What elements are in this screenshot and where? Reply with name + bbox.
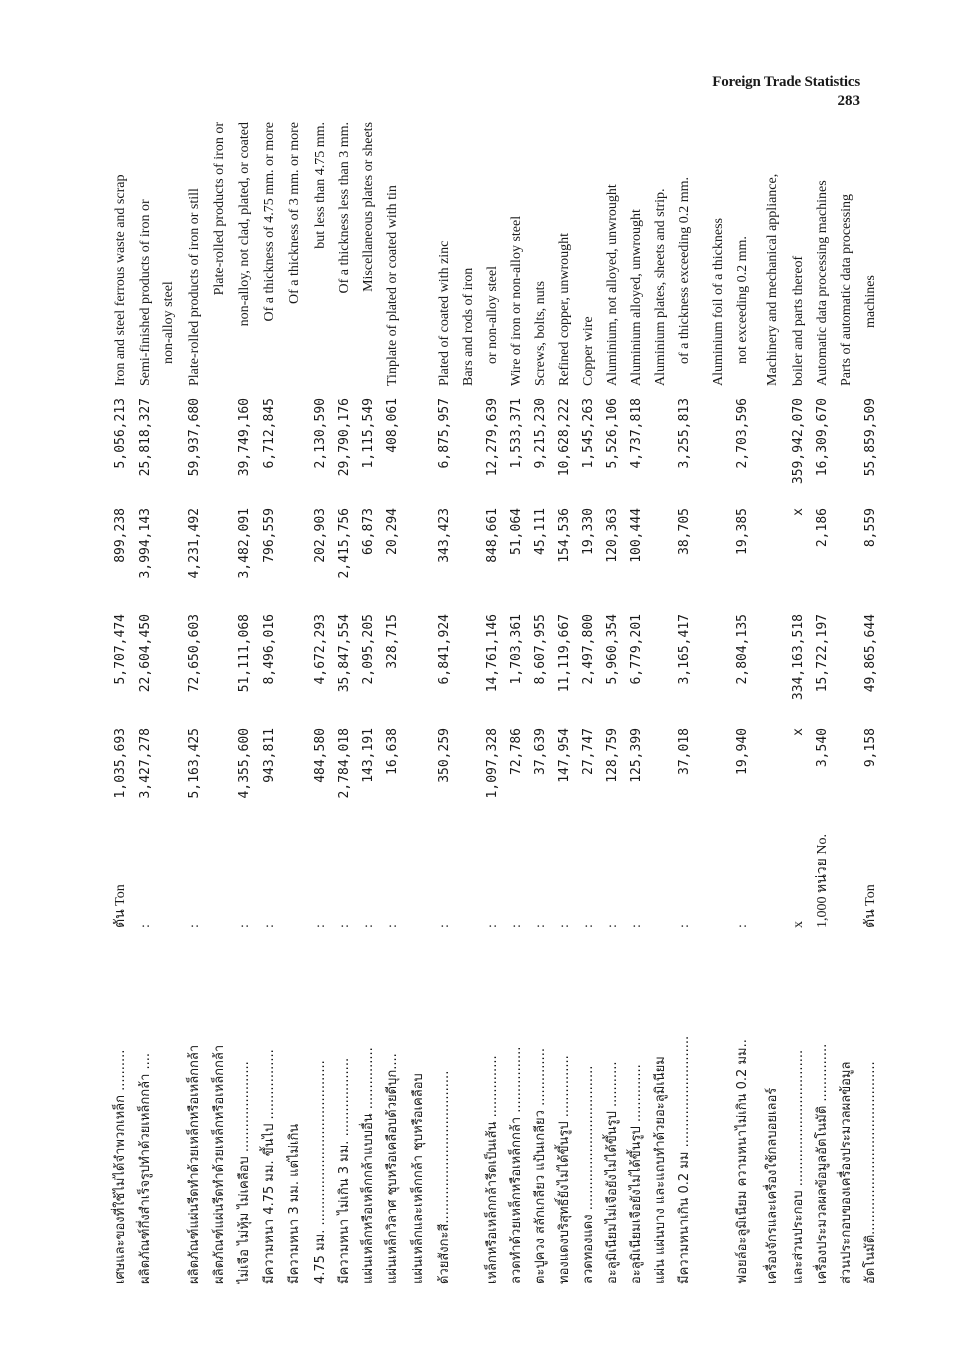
- table-row: [810, 122, 835, 1290]
- quantity-cell-2: 899,238: [113, 508, 128, 563]
- quantity-cell-2: 66,873: [361, 508, 376, 555]
- table-row: [380, 122, 405, 1290]
- thai-description: ไม่เจือ ไม่หุ้ม ไม่เคลือบ ......................: [237, 1061, 252, 1284]
- table-row: [834, 122, 859, 1290]
- thai-description: ผลิตภัณฑ์กึ่งสำเร็จรูปทำด้วยเหล็กกล้า ....: [138, 1052, 153, 1284]
- table-row: [528, 122, 553, 1290]
- english-description: machines: [863, 275, 878, 328]
- value-cell-1: 35,847,554: [337, 614, 352, 693]
- thai-description: เครื่องประมวลผลข้อมูลอัตโนมัติ ..............: [815, 1043, 830, 1284]
- english-description: boiler and parts thereof: [791, 255, 806, 386]
- quantity-cell-1: 4,355,600: [237, 728, 252, 799]
- value-cell-2: 25,818,327: [138, 398, 153, 477]
- english-description: Aluminium plates, sheets and strip.: [653, 188, 668, 386]
- table-row: [648, 122, 673, 1290]
- quantity-cell-2: 343,423: [437, 508, 452, 563]
- quantity-cell-2: 202,903: [313, 508, 328, 563]
- table-row: [624, 122, 649, 1290]
- table-row: [332, 122, 357, 1290]
- english-description: Plate-rolled products of iron or: [212, 122, 227, 296]
- thai-description: ฟอยล์อะลูมิเนียม ความหนาไม่เกิน 0.2 มม..: [735, 1039, 750, 1284]
- table-row: [730, 122, 755, 1290]
- quantity-cell-1: 37,018: [677, 728, 692, 775]
- value-cell-2: 408,061: [385, 398, 400, 453]
- quantity-cell-2: 120,363: [605, 508, 620, 563]
- unit-cell: 1,000 หน่วย No.: [815, 834, 830, 928]
- quantity-cell-1: 143,191: [361, 728, 376, 783]
- quantity-cell-2: 20,294: [385, 508, 400, 555]
- quantity-cell-2: 100,444: [629, 508, 644, 563]
- table-row: [156, 122, 181, 1290]
- value-cell-1: 49,865,644: [863, 614, 878, 693]
- table-row: [133, 122, 158, 1290]
- value-cell-2: 9,215,230: [533, 398, 548, 469]
- unit-cell: :: [509, 924, 524, 928]
- quantity-cell-1: 16,638: [385, 728, 400, 775]
- english-description: Parts of automatic data processing: [839, 193, 854, 386]
- unit-cell: :: [138, 924, 153, 928]
- table-row: [308, 122, 333, 1290]
- value-cell-1: 15,722,197: [815, 614, 830, 693]
- english-description: Copper wire: [581, 316, 596, 386]
- thai-description: เครื่องจักรและเครื่องใช้กลบอยเลอร์: [765, 1087, 780, 1284]
- value-cell-2: 5,056,213: [113, 398, 128, 469]
- unit-cell: :: [361, 924, 376, 928]
- quantity-cell-2: 51,064: [509, 508, 524, 555]
- english-description: Aluminium foil of a thickness: [711, 218, 726, 386]
- quantity-cell-2: 796,559: [262, 508, 277, 563]
- unit-cell: ตัน Ton: [863, 884, 878, 928]
- unit-cell: :: [677, 924, 692, 928]
- thai-description: แผ่น แผ่นบาง และแถบทำด้วยอะลูมิเนียม: [653, 1056, 668, 1284]
- english-description: non-alloy steel: [161, 281, 176, 364]
- english-description: not exceeding 0.2 mm.: [735, 236, 750, 364]
- thai-description: อะลูมิเนียมเจือยังไม่ได้ขึ้นรูป ..............: [629, 1064, 644, 1284]
- value-cell-1: 5,960,354: [605, 614, 620, 685]
- thai-description: 4.75 มม. ........................................: [313, 1060, 328, 1284]
- quantity-cell-1: 128,759: [605, 728, 620, 783]
- quantity-cell-1: 2,784,018: [337, 728, 352, 799]
- unit-cell: :: [187, 924, 202, 928]
- quantity-cell-1: 37,639: [533, 728, 548, 775]
- english-description: Iron and steel ferrous waste and scrap: [113, 174, 128, 386]
- table-row: [504, 122, 529, 1290]
- english-description: Machinery and mechanical appliance,: [765, 173, 780, 386]
- quantity-cell-1: 125,399: [629, 728, 644, 783]
- english-description: or non-alloy steel: [485, 266, 500, 364]
- table-row: [257, 122, 282, 1290]
- page-number: 283: [837, 93, 860, 109]
- thai-description: แผ่นเหล็กวิลาศ ชุบหรือเคลือบด้วยดีบุก....: [385, 1053, 400, 1284]
- english-description: Screws, bolts, nuts: [533, 281, 548, 386]
- english-description: Aluminium, not alloyed, unwrought: [605, 184, 620, 386]
- table-row: [706, 122, 731, 1290]
- unit-cell: :: [437, 924, 452, 928]
- thai-description: เหล็กหรือเหล็กกล้ารีดเป็นเส้น ...............: [485, 1055, 500, 1284]
- unit-cell: :: [337, 924, 352, 928]
- english-description: Automatic data processing machines: [815, 180, 830, 386]
- quantity-cell-1: 72,786: [509, 728, 524, 775]
- thai-description: อัตโนมัติ..........................................: [863, 1061, 878, 1284]
- english-description: Tinplate of plated or coated with tin: [385, 185, 400, 386]
- value-cell-1: 1,703,361: [509, 614, 524, 685]
- value-cell-2: 16,309,670: [815, 398, 830, 477]
- quantity-cell-1: 147,954: [557, 728, 572, 783]
- table-row: [552, 122, 577, 1290]
- value-cell-1: 2,095,205: [361, 614, 376, 685]
- value-cell-1: 51,111,068: [237, 614, 252, 693]
- quantity-cell-2: 2,186: [815, 508, 830, 548]
- quantity-cell-1: 27,747: [581, 728, 596, 775]
- quantity-cell-1: x: [791, 728, 806, 736]
- quantity-cell-2: 8,559: [863, 508, 878, 548]
- thai-description: ลวดทำด้วยเหล็กหรือเหล็กกล้า ................: [509, 1046, 524, 1284]
- unit-cell: :: [533, 924, 548, 928]
- table-row: [182, 122, 207, 1290]
- value-cell-2: 55,859,509: [863, 398, 878, 477]
- english-description: Plate-rolled products of iron or still: [187, 188, 202, 386]
- publication-title: Foreign Trade Statistics: [712, 74, 860, 90]
- quantity-cell-2: 3,994,143: [138, 508, 153, 579]
- unit-cell: :: [262, 924, 277, 928]
- value-cell-1: 328,715: [385, 614, 400, 669]
- value-cell-2: 1,115,549: [361, 398, 376, 469]
- unit-cell: :: [581, 924, 596, 928]
- value-cell-2: 10,628,222: [557, 398, 572, 477]
- english-description: Of a thickness of 3 mm. or more: [287, 122, 302, 304]
- unit-cell: :: [735, 924, 750, 928]
- table-row: [858, 122, 883, 1290]
- value-cell-2: 1,545,263: [581, 398, 596, 469]
- english-description: Plated of coated with zinc: [437, 240, 452, 386]
- thai-description: มีความหนา 3 มม. แต่ไม่เกิน: [287, 1123, 302, 1284]
- quantity-cell-1: 1,035,693: [113, 728, 128, 799]
- english-description: Bars and rods of iron: [461, 267, 476, 386]
- trade-table-body: [106, 122, 878, 1290]
- quantity-cell-2: 19,385: [735, 508, 750, 555]
- english-description: Of a thickness of 4.75 mm. or more: [262, 122, 277, 322]
- unit-cell: x: [791, 921, 806, 928]
- table-row: [576, 122, 601, 1290]
- value-cell-1: 2,497,800: [581, 614, 596, 685]
- value-cell-2: 12,279,639: [485, 398, 500, 477]
- value-cell-1: 11,119,667: [557, 614, 572, 693]
- value-cell-2: 359,942,070: [791, 398, 806, 485]
- unit-cell: :: [385, 924, 400, 928]
- thai-description: ผลิตภัณฑ์แผ่นรีดทำด้วยเหล็กหรือเหล็กกล้า: [212, 1044, 227, 1284]
- english-description: Refined copper, unwrought: [557, 232, 572, 386]
- table-row: [456, 122, 481, 1290]
- quantity-cell-1: 943,811: [262, 728, 277, 783]
- quantity-cell-1: 9,158: [863, 728, 878, 768]
- thai-description: ผลิตภัณฑ์แผ่นรีดทำด้วยเหล็กหรือเหล็กกล้า: [187, 1044, 202, 1284]
- value-cell-1: 334,163,518: [791, 614, 806, 701]
- thai-description: แผ่นเหล็กหรือเหล็กกล้าแบบอื่น ...............: [361, 1047, 376, 1284]
- value-cell-1: 6,841,924: [437, 614, 452, 685]
- value-cell-1: 14,761,146: [485, 614, 500, 693]
- value-cell-2: 39,749,160: [237, 398, 252, 477]
- english-description: of a thickness exceeding 0.2 mm.: [677, 176, 692, 364]
- unit-cell: :: [237, 924, 252, 928]
- table-row: [108, 122, 133, 1290]
- quantity-cell-2: 3,482,091: [237, 508, 252, 579]
- english-description: non-alloy, not clad, plated, or coated: [237, 122, 252, 327]
- unit-cell: :: [313, 924, 328, 928]
- table-row: [480, 122, 505, 1290]
- unit-cell: ตัน Ton: [113, 884, 128, 928]
- unit-cell: :: [629, 924, 644, 928]
- page-header: [712, 74, 860, 110]
- quantity-cell-2: 45,111: [533, 508, 548, 555]
- value-cell-1: 72,650,603: [187, 614, 202, 693]
- quantity-cell-2: 848,661: [485, 508, 500, 563]
- thai-description: และส่วนประกอบ .................................: [791, 1049, 806, 1284]
- value-cell-1: 22,604,450: [138, 614, 153, 693]
- quantity-cell-2: 4,231,492: [187, 508, 202, 579]
- value-cell-2: 29,790,176: [337, 398, 352, 477]
- value-cell-2: 4,737,818: [629, 398, 644, 469]
- table-row: [432, 122, 457, 1290]
- unit-cell: :: [485, 924, 500, 928]
- value-cell-2: 59,937,680: [187, 398, 202, 477]
- quantity-cell-1: 3,540: [815, 728, 830, 768]
- table-row: [282, 122, 307, 1290]
- table-row: [600, 122, 625, 1290]
- thai-description: มีความหนาเกิน 0.2 มม ...........................: [677, 1035, 692, 1284]
- thai-description: มีความหนา ไม่เกิน 3 มม. ...................: [337, 1057, 352, 1284]
- thai-description: ทองแดงบริสุทธิ์ยังไม่ได้ขึ้นรูป ...............: [557, 1055, 572, 1284]
- value-cell-1: 8,607,955: [533, 614, 548, 685]
- thai-description: ส่วนประกอบของเครื่องประมวลผลข้อมูล: [839, 1061, 854, 1284]
- thai-description: ลวดทองแดง ...................................: [581, 1065, 596, 1284]
- value-cell-2: 2,130,590: [313, 398, 328, 469]
- value-cell-2: 3,255,813: [677, 398, 692, 469]
- quantity-cell-1: 350,259: [437, 728, 452, 783]
- table-row: [232, 122, 257, 1290]
- quantity-cell-2: 154,536: [557, 508, 572, 563]
- thai-description: อะลูมิเนียมไม่เจือยังไม่ได้ขึ้นรูป ...........: [605, 1061, 620, 1284]
- table-row: [672, 122, 697, 1290]
- quantity-cell-2: 38,705: [677, 508, 692, 555]
- value-cell-1: 4,672,293: [313, 614, 328, 685]
- thai-description: ด้วยสังกะสี.....................................: [437, 1070, 452, 1284]
- table-row: [356, 122, 381, 1290]
- thai-description: เศษและของที่ใช้ไม่ได้จำพวกเหล็ก ..........: [113, 1049, 128, 1284]
- value-cell-2: 6,875,957: [437, 398, 452, 469]
- english-description: but less than 4.75 mm.: [313, 122, 328, 249]
- quantity-cell-2: 19,330: [581, 508, 596, 555]
- value-cell-1: 3,165,417: [677, 614, 692, 685]
- quantity-cell-1: 5,163,425: [187, 728, 202, 799]
- table-row: [786, 122, 811, 1290]
- value-cell-2: 2,703,596: [735, 398, 750, 469]
- value-cell-2: 5,526,106: [605, 398, 620, 469]
- value-cell-1: 6,779,201: [629, 614, 644, 685]
- quantity-cell-1: 484,580: [313, 728, 328, 783]
- value-cell-1: 8,496,016: [262, 614, 277, 685]
- quantity-cell-1: 1,097,328: [485, 728, 500, 799]
- quantity-cell-1: 19,940: [735, 728, 750, 775]
- quantity-cell-2: x: [791, 508, 806, 516]
- quantity-cell-1: 3,427,278: [138, 728, 153, 799]
- table-row: [406, 122, 431, 1290]
- unit-cell: :: [605, 924, 620, 928]
- table-row: [760, 122, 785, 1290]
- thai-description: มีความหนา 4.75 มม. ขึ้นไป .................: [262, 1049, 277, 1284]
- unit-cell: :: [557, 924, 572, 928]
- value-cell-1: 2,804,135: [735, 614, 750, 685]
- value-cell-2: 1,533,371: [509, 398, 524, 469]
- quantity-cell-2: 2,415,756: [337, 508, 352, 579]
- value-cell-2: 6,712,845: [262, 398, 277, 469]
- thai-description: แผ่นเหล็กและเหล็กกล้า ชุบหรือเคลือบ: [411, 1073, 426, 1284]
- thai-description: ตะปูควง สลักเกลียว แป้นเกลียว ..............: [533, 1048, 548, 1284]
- english-description: Wire of iron or non-alloy steel: [509, 215, 524, 386]
- value-cell-1: 5,707,474: [113, 614, 128, 685]
- english-description: Semi-finished products of iron or: [138, 199, 153, 386]
- table-row: [207, 122, 232, 1290]
- english-description: Aluminium alloyed, unwrought: [629, 209, 644, 386]
- english-description: Miscellaneous plates or sheets: [361, 122, 376, 292]
- trade-table: [106, 122, 966, 1284]
- english-description: Of a thickness less than 3 mm.: [337, 122, 352, 294]
